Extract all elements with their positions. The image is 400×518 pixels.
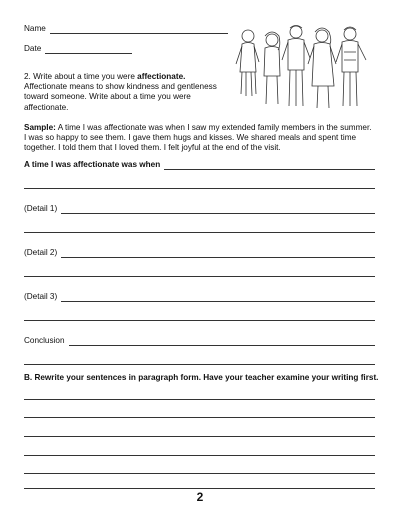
conclusion-field[interactable] <box>69 338 375 346</box>
writing-line[interactable] <box>24 455 375 456</box>
prompt-definition: Affectionate means to show kindness and gentleness toward someone. Write about a time you were affectionate. <box>24 82 217 112</box>
conclusion-label: Conclusion <box>24 336 65 345</box>
prompt-block <box>24 72 229 113</box>
writing-line[interactable] <box>24 436 375 437</box>
starter-row <box>24 160 375 170</box>
writing-line[interactable] <box>24 399 375 400</box>
writing-line[interactable] <box>24 276 375 277</box>
sample-paragraph <box>24 123 376 154</box>
detail1-field[interactable] <box>61 206 375 214</box>
sample-label: Sample: <box>24 123 56 132</box>
detail2-field[interactable] <box>61 250 375 258</box>
writing-line[interactable] <box>24 364 375 365</box>
prompt-keyword: affectionate. <box>137 72 186 81</box>
writing-line[interactable] <box>24 320 375 321</box>
name-label: Name <box>24 24 46 33</box>
family-group-illustration <box>232 24 380 116</box>
writing-line[interactable] <box>24 188 375 189</box>
sample-text: A time I was affectionate was when I saw my extended family members in the summer. I was so happy to see them. I gave them hugs and kisses. We shared meals and spent time together. I told them that I loved them. I felt joyful at the end of the visit. <box>24 123 372 153</box>
name-row <box>24 24 228 34</box>
date-row <box>24 44 132 54</box>
writing-line[interactable] <box>24 232 375 233</box>
writing-line[interactable] <box>24 473 375 474</box>
writing-line[interactable] <box>24 417 375 418</box>
starter-field[interactable] <box>164 162 375 170</box>
date-field[interactable] <box>45 46 132 54</box>
detail3-field[interactable] <box>61 294 375 302</box>
page-divider <box>24 488 375 489</box>
detail3-label: (Detail 3) <box>24 292 58 301</box>
prompt-heading: 2. Write about a time you were <box>24 72 135 81</box>
starter-label: A time I was affectionate was when <box>24 160 161 169</box>
detail2-row <box>24 248 375 258</box>
date-label: Date <box>24 44 42 53</box>
detail1-row <box>24 204 375 214</box>
conclusion-row <box>24 336 375 346</box>
detail3-row <box>24 292 375 302</box>
section-b-instruction: B. Rewrite your sentences in paragraph form. Have your teacher examine your writing first. <box>24 373 379 382</box>
page-number: 2 <box>196 490 204 504</box>
name-field[interactable] <box>50 26 228 34</box>
detail2-label: (Detail 2) <box>24 248 58 257</box>
detail1-label: (Detail 1) <box>24 204 58 213</box>
